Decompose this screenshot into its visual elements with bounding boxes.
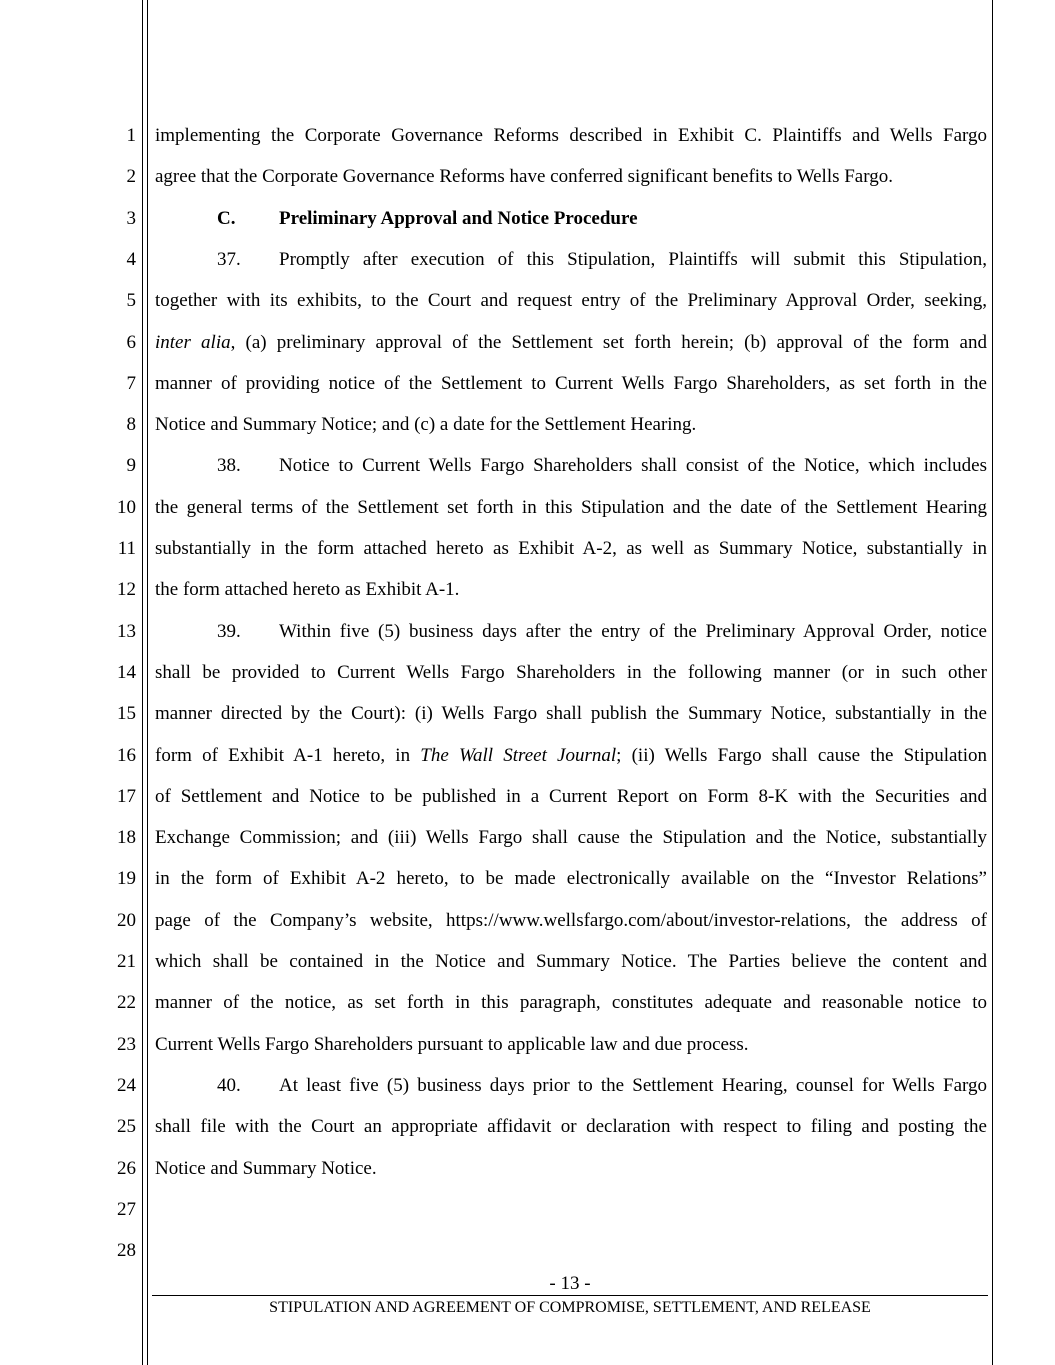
- text-line: [155, 1065, 987, 1106]
- paragraph-text: Promptly after execution of this Stipulation, Plaintiffs will submit this Stipulation,: [279, 248, 987, 270]
- text-line: shall be provided to Current Wells Fargo Shareholders in the following manner (or in such other: [155, 661, 987, 683]
- footer-title: STIPULATION AND AGREEMENT OF COMPROMISE, SETTLEMENT, AND RELEASE: [269, 1299, 871, 1316]
- section-heading: [155, 198, 987, 239]
- line-number: 26: [117, 1157, 136, 1179]
- text-line: [155, 735, 987, 776]
- left-margin-rule-2: [147, 0, 148, 1365]
- text-line: the general terms of the Settlement set forth in this Stipulation and the date of the Settlement Hearing: [155, 496, 987, 518]
- text-line: Exchange Commission; and (iii) Wells Fargo shall cause the Stipulation and the Notice, substantially: [155, 827, 987, 849]
- paragraph-text: form of Exhibit A-1 hereto, in: [155, 744, 421, 766]
- text-line: [155, 322, 987, 363]
- paragraph-text: At least five (5) business days prior to the Settlement Hearing, counsel for Wells Fargo: [279, 1074, 987, 1096]
- text-line: page of the Company’s website, https://www.wellsfargo.com/about/investor-relations, the address of: [155, 909, 987, 931]
- line-number: 4: [126, 248, 136, 270]
- paragraph-number: 40.: [217, 1074, 241, 1096]
- line-number: 2: [126, 166, 136, 188]
- text-line: agree that the Corporate Governance Reforms have conferred significant benefits to Wells Fargo.: [155, 166, 893, 188]
- footer-rule: [152, 1295, 988, 1296]
- text-line: which shall be contained in the Notice and Summary Notice. The Parties believe the content and: [155, 951, 987, 972]
- line-number: 13: [117, 620, 136, 642]
- line-number: 22: [117, 992, 136, 1014]
- line-number: 14: [117, 661, 136, 683]
- line-number: 8: [126, 414, 136, 436]
- line-number: 1: [126, 125, 136, 146]
- text-line: of Settlement and Notice to be published in a Current Report on Form 8-K with the Securities and: [155, 785, 987, 807]
- right-margin-rule: [992, 0, 993, 1365]
- paragraph-text: ; (ii) Wells Fargo shall cause the Stipulation: [616, 744, 987, 766]
- text-line: Notice and Summary Notice.: [155, 1157, 377, 1179]
- text-line: the form attached hereto as Exhibit A-1.: [155, 579, 460, 601]
- text-line: in the form of Exhibit A-2 hereto, to be made electronically available on the “Investor Relations”: [155, 868, 987, 890]
- italic-text: inter alia: [155, 331, 231, 353]
- line-number: 21: [117, 951, 136, 972]
- line-number: 11: [117, 538, 136, 559]
- text-line: shall file with the Court an appropriate affidavit or declaration with respect to filing and posting the: [155, 1116, 987, 1138]
- text-line: [155, 445, 987, 486]
- text-line: [155, 611, 987, 652]
- left-margin-rule-1: [142, 0, 143, 1365]
- text-line: together with its exhibits, to the Court and request entry of the Preliminary Approval Order, seeking,: [155, 290, 987, 312]
- italic-text: The Wall Street Journal: [420, 744, 617, 766]
- text-line: manner of the notice, as set forth in this paragraph, constitutes adequate and reasonable notice to: [155, 992, 987, 1014]
- line-number: 28: [117, 1240, 136, 1262]
- line-number: 16: [117, 744, 136, 766]
- line-number: 25: [117, 1116, 136, 1138]
- text-line: manner of providing notice of the Settlement to Current Wells Fargo Shareholders, as set forth in the: [155, 372, 987, 394]
- line-number: 9: [126, 455, 136, 477]
- text-line: [155, 239, 987, 280]
- line-number: 27: [117, 1198, 136, 1220]
- paragraph-number: 37.: [217, 248, 241, 270]
- paragraph-number: 38.: [217, 455, 241, 477]
- line-number: 18: [117, 827, 136, 849]
- line-number: 17: [117, 785, 136, 807]
- line-number: 24: [117, 1074, 136, 1096]
- line-number: 19: [117, 868, 136, 890]
- line-number: 23: [117, 1033, 136, 1055]
- line-number: 3: [126, 207, 136, 229]
- section-label: C.: [217, 207, 236, 229]
- paragraph-number: 39.: [217, 620, 241, 642]
- text-line: Notice and Summary Notice; and (c) a date for the Settlement Hearing.: [155, 414, 697, 436]
- line-number: 5: [126, 290, 136, 312]
- line-number: 6: [126, 331, 136, 353]
- page-number: - 13 -: [549, 1273, 591, 1294]
- paragraph-text: , (a) preliminary approval of the Settlement set forth herein; (b) approval of the form and: [230, 331, 987, 353]
- text-line: implementing the Corporate Governance Reforms described in Exhibit C. Plaintiffs and Wells Fargo: [155, 125, 987, 146]
- line-number: 20: [117, 909, 136, 931]
- paragraph-text: Notice to Current Wells Fargo Shareholders shall consist of the Notice, which includes: [279, 455, 987, 477]
- text-line: manner directed by the Court): (i) Wells Fargo shall publish the Summary Notice, substantially in the: [155, 703, 987, 725]
- text-line: Current Wells Fargo Shareholders pursuant to applicable law and due process.: [155, 1033, 749, 1055]
- paragraph-text: Within five (5) business days after the entry of the Preliminary Approval Order, notice: [279, 620, 987, 642]
- line-number: 7: [126, 372, 136, 394]
- line-number: 10: [117, 496, 136, 518]
- line-number: 15: [117, 703, 136, 725]
- section-title: Preliminary Approval and Notice Procedure: [279, 207, 638, 229]
- text-line: substantially in the form attached hereto as Exhibit A-2, as well as Summary Notice, substantially in: [155, 538, 987, 559]
- line-number: 12: [117, 579, 136, 601]
